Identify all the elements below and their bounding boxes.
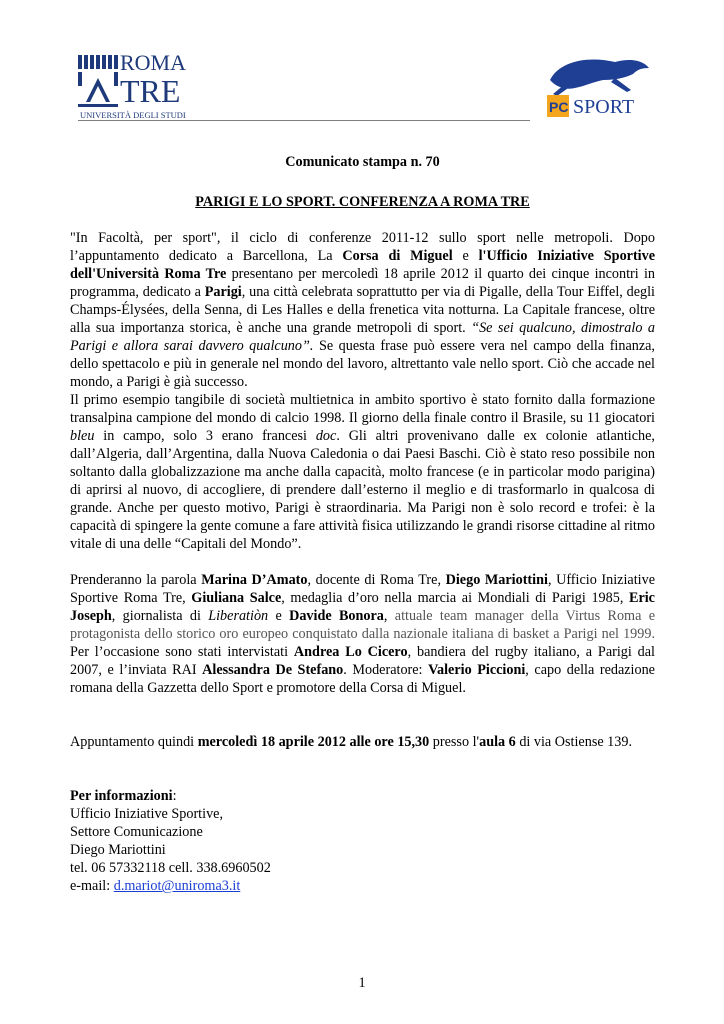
pc-sport-logo <box>545 50 655 122</box>
contact-email-line: e-mail: d.mariot@uniroma3.it <box>70 878 241 894</box>
pc-monogram: PC <box>549 99 569 115</box>
header-divider <box>78 120 530 121</box>
sport-wordmark: SPORT <box>573 96 635 118</box>
contact-person: Diego Mariottini <box>70 842 166 858</box>
contact-phone: tel. 06 57332118 cell. 338.6960502 <box>70 860 271 876</box>
paragraph-speakers: Prenderanno la parola Marina D’Amato, docente di Roma Tre, Diego Mariottini, Ufficio Iniziative Sportive Roma Tre, Giuliana Salce, medaglia d’oro nella marcia ai Mondiali di Parigi 1985, Eric Joseph, giornalista di Liberatiòn e Davide Bonora, attuale team manager della Virtus Roma e protagonista dello storico oro europeo conquistato dalla nazionale italiana di basket a Parigi nel 1999. Per l’occasione sono stati intervistati Andrea Lo Cicero, bandiera del rugby italiano, a Parigi dal 2007, e l’inviata RAI Alessandra De Stefano. Moderatore: Valerio Piccioni, capo della redazione romana della Gazzetta dello Sport e promotore della Corsa di Miguel. <box>70 572 656 696</box>
contact-office: Ufficio Iniziative Sportive, <box>70 806 224 822</box>
paragraph-multiethnic: Il primo esempio tangibile di società multietnica in ambito sportivo è stato fornito dalla formazione transalpina campione del mondo di calcio 1998. Il giorno della finale contro il Brasile, su 11 giocatori bleu in campo, solo 3 erano francesi doc. Gli altri provenivano dalle ex colonie atlantiche, dall’Algeria, dall’Argentina, dalla Nuova Caledonia o dai Paesi Baschi. Ciò è stato reso possibile non soltanto dalla globalizzazione ma anche dalla capacità, molto francese (e in particolar modo parigina) di aprirsi al nuovo, di accogliere, di prendere dall’esterno il meglio e di trasformarlo in qualcosa di grande. Anche per questo motivo, Parigi è straordinaria. Ma Parigi non è solo record e trofei: è la capacità di spingere la gente comune a fare attività fisica utilizzando le grandi risorse cittadine al ritmo vitale di una delle “Capitali del Mondo”. <box>70 392 655 552</box>
roma-tre-logo <box>78 50 208 120</box>
paragraph-appointment: Appuntamento quindi mercoledì 18 aprile 2012 alle ore 15,30 presso l'aula 6 di via Ostiense 139. <box>70 734 633 750</box>
roma-tre-emblem-icon <box>78 55 118 107</box>
document-subtitle: PARIGI E LO SPORT. CONFERENZA A ROMA TRE <box>195 194 530 210</box>
paragraph-intro: "In Facoltà, per sport", il ciclo di conferenze 2011-12 sullo sport nelle metropoli. Dopo l’appuntamento dedicato a Barcellona, La Corsa di Miguel e l'Ufficio Iniziative Sportive dell'Università Roma Tre presentano per mercoledì 18 aprile 2012 il quarto dei cinque incontri in programma, dedicato a Parigi, una città celebrata soprattutto per via di Pigalle, della Tour Eiffel, degli Champs-Élysées, della Senna, di Les Halles e della frenetica vita notturna. La Capitale francese, oltre alla sua importanza storica, è anche una grande metropoli di sport. “Se sei qualcuno, dimostralo a Parigi e allora sarai davvero qualcuno”. Se questa frase può essere vera nel campo della finanza, dello spettacolo e più in generale nel mondo del lavoro, altrettanto vale nello sport. Ciò che accade nel mondo, a Parigi è già successo. <box>70 230 656 390</box>
contact-info <box>70 787 655 895</box>
universita-wordmark: UNIVERSITÀ DEGLI STUDI <box>80 110 186 120</box>
running-dog-icon <box>550 59 649 96</box>
email-link[interactable]: d.mariot@uniroma3.it <box>113 878 241 894</box>
document-title: Comunicato stampa n. 70 <box>285 154 440 170</box>
contact-department: Settore Comunicazione <box>70 824 203 840</box>
contact-heading: Per informazioni: <box>70 788 177 804</box>
roma-wordmark: ROMA <box>120 50 187 75</box>
tre-wordmark: TRE <box>120 73 181 109</box>
press-release-body <box>70 153 655 895</box>
page-number: 1 <box>358 975 366 991</box>
